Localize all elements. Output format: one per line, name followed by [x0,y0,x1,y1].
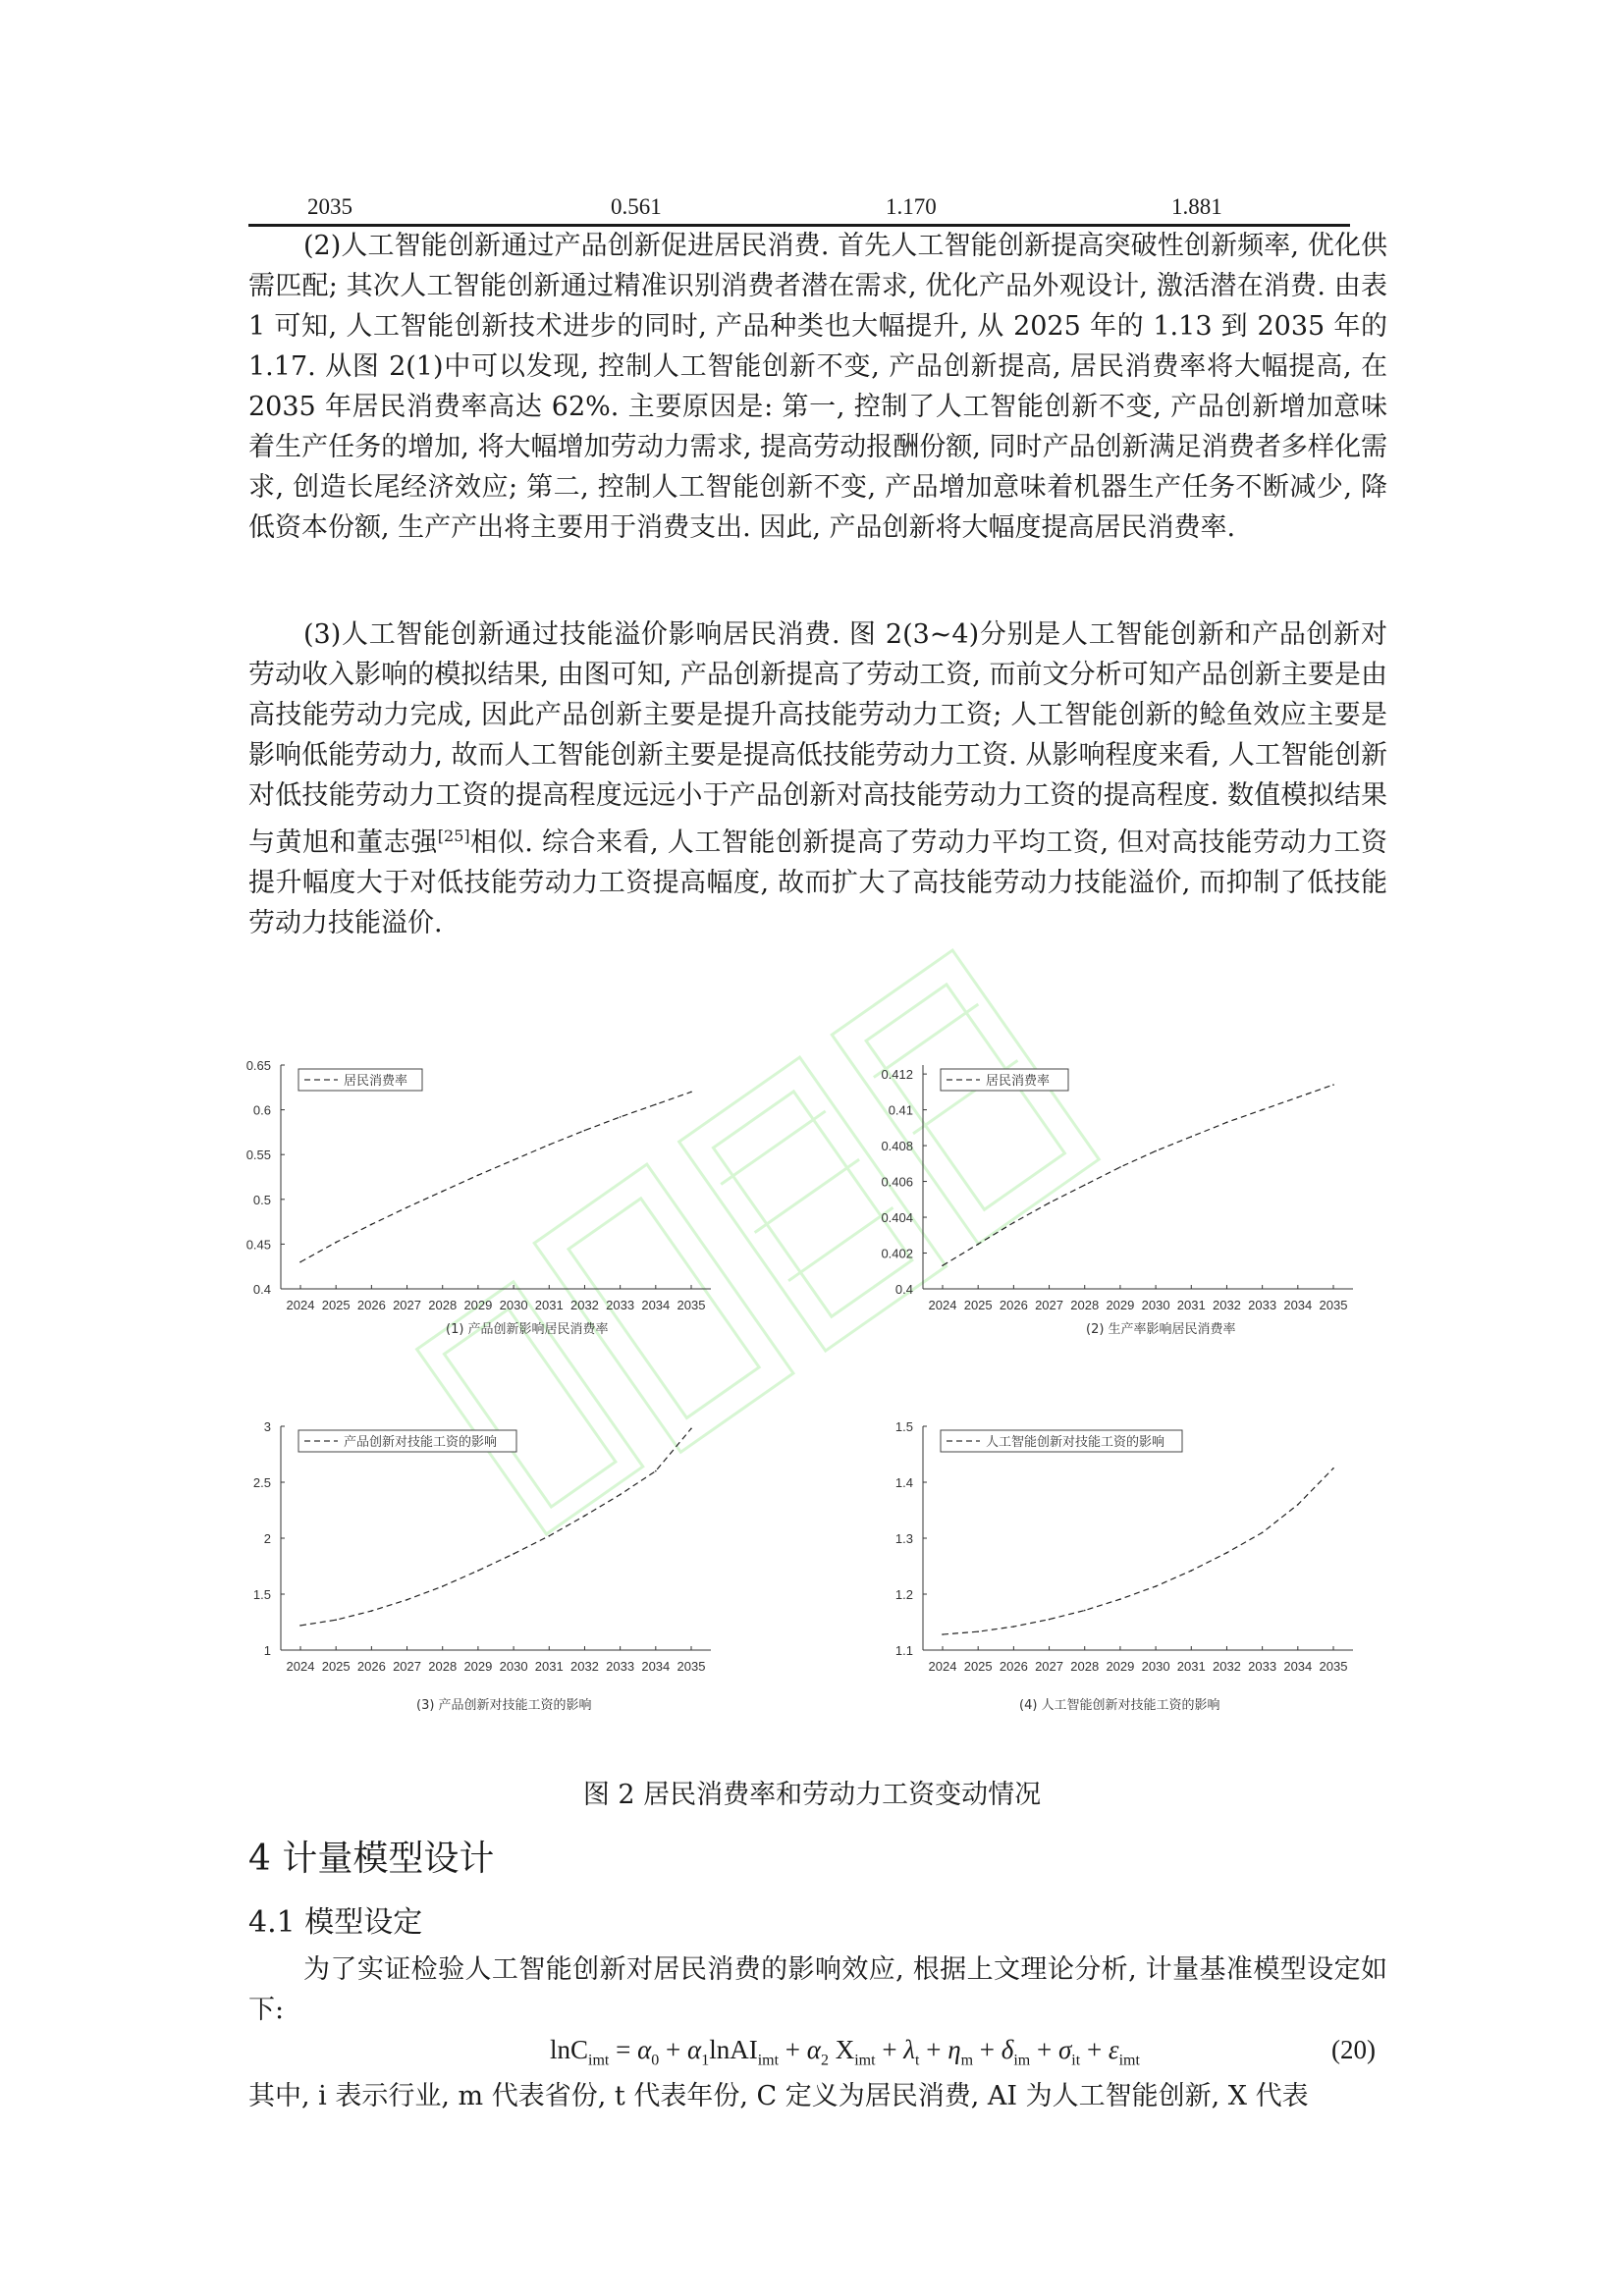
data-point [371,1610,373,1612]
y-tick-label: 0.45 [245,1237,271,1253]
paragraph-text-a: (3)人工智能创新通过技能溢价影响居民消费. 图 2(3~4)分别是人工智能创新和产品创新对劳动收入影响的模拟结果, 由图可知, 产品创新提高了劳动工资, 而前文分析可知产品创新主要是由高技能劳动力完成, 因此产品创新主要是提升高技能劳动力工资; 人工智能创新的鲶鱼效应主要是影响低能劳动力, 故而人工智能创新主要是提高低技能劳动力工资. 从影响程度来看, 人工智能创新对低技能劳动力工资的提高程度远远小于产品创新对高技能劳动力工资的提高程度. 数值模拟结果与黄旭和董志强 [248,619,1387,858]
legend-label: 人工智能创新对技能工资的影响 [986,1435,1165,1450]
x-tick-label: 2031 [534,1659,564,1674]
y-tick-label: 0.404 [881,1210,913,1226]
data-point [1190,1570,1192,1572]
x-tick-label: 2028 [428,1298,458,1312]
x-tick-label: 2029 [1106,1659,1135,1674]
figure-caption: 图 2 居民消费率和劳动力工资变动情况 [582,1780,1042,1810]
data-point [1332,1084,1334,1086]
x-tick-label: 2027 [1035,1298,1064,1312]
data-point [1297,1096,1299,1098]
x-tick-label: 2024 [928,1298,957,1312]
x-tick-label: 2035 [1319,1298,1348,1312]
data-point [1332,1468,1334,1469]
subplot-caption-2: (2) 生产率影响居民消费率 [1086,1322,1236,1337]
data-point [584,1515,586,1517]
series-line [943,1468,1333,1634]
data-point [1155,1150,1157,1152]
paragraph-text: 其中, i 表示行业, m 代表省份, t 代表年份, C 定义为居民消费, AI 为人工智能创新, X 代表 [248,2081,1309,2111]
series-line [300,1092,691,1261]
x-tick-label: 2032 [569,1659,599,1674]
data-point [1226,1552,1228,1554]
table-cell-year: 2035 [307,194,352,219]
data-point [690,1092,692,1094]
y-tick-label: 1.1 [894,1643,913,1658]
y-tick-label: 1.4 [894,1475,913,1490]
x-tick-label: 2024 [928,1659,957,1674]
x-tick-label: 2027 [393,1659,422,1674]
x-tick-label: 2025 [321,1298,351,1312]
data-point [1084,1184,1086,1186]
x-tick-label: 2025 [321,1659,351,1674]
data-point [1226,1122,1228,1124]
x-tick-label: 2035 [677,1298,706,1312]
data-point [477,1174,479,1176]
paragraph-text: (2)人工智能创新通过产品创新促进居民消费. 首先人工智能创新提高突破性创新频率, 优化供需匹配; 其次人工智能创新通过精准识别消费者潜在需求, 优化产品外观设计, 激活潜在消费. 由表 1 可知, 人工智能创新技术进步的同时, 产品种类也大幅提升, 从 2025 年的 1.13 到 2035 年的 1.17. 从图 2(1)中可以发现, 控制人工智能创新不变, 产品创新提高, 居民消费率将大幅提高, 在 2035 年居民消费率高达 62%. 主要原因是: 第一, 控制了人工智能创新不变, 产品创新增加意味着生产任务的增加, 将大幅增加劳动力需求, 提高劳动报酬份额, 同时产品创新满足消费者多样化需求, 创造长尾经济效应; 第二, 控制人工智能创新不变, 产品增加意味着机器生产任务不断减少, 降低资本份额, 生产产出将主要用于消费支出. 因此, 产品创新将大幅度提高居民消费率. [248,231,1387,543]
x-tick-label: 2031 [534,1298,564,1312]
x-tick-label: 2032 [569,1298,599,1312]
data-point [655,1103,657,1105]
x-tick-label: 2025 [963,1298,993,1312]
x-tick-label: 2034 [641,1298,671,1312]
data-point [335,1242,337,1244]
x-tick-label: 2025 [963,1659,993,1674]
data-point [620,1116,622,1118]
x-tick-label: 2026 [356,1298,386,1312]
data-point [1297,1504,1299,1506]
data-point [977,1244,979,1246]
y-tick-label: 2 [263,1531,271,1546]
data-point [299,1625,301,1627]
table-cell-col3: 1.881 [1171,194,1222,219]
x-tick-label: 2031 [1176,1659,1206,1674]
x-tick-label: 2029 [1106,1298,1135,1312]
subplot-caption-1: (1) 产品创新影响居民消费率 [446,1322,609,1337]
x-tick-label: 2027 [393,1298,422,1312]
y-tick-label: 2.5 [252,1475,271,1490]
data-point [690,1427,692,1429]
x-tick-label: 2034 [1283,1298,1313,1312]
x-tick-label: 2035 [1319,1659,1348,1674]
x-tick-label: 2033 [1248,1298,1277,1312]
y-tick-label: 0.6 [252,1102,271,1118]
y-tick-label: 0.402 [881,1246,913,1261]
x-tick-label: 2030 [1141,1298,1170,1312]
x-tick-label: 2026 [999,1298,1028,1312]
data-point [335,1619,337,1621]
x-tick-label: 2028 [1070,1298,1100,1312]
y-tick-label: 1.5 [894,1419,913,1434]
data-point [1190,1136,1192,1138]
series-line [943,1085,1333,1265]
y-tick-label: 0.412 [881,1067,913,1083]
y-tick-label: 0.406 [881,1174,913,1190]
data-point [620,1494,622,1496]
x-tick-label: 2033 [606,1298,635,1312]
legend-label: 居民消费率 [986,1074,1051,1089]
data-point [371,1224,373,1226]
x-tick-label: 2031 [1176,1298,1206,1312]
subplot-caption-4: (4) 人工智能创新对技能工资的影响 [1019,1698,1220,1713]
x-tick-label: 2035 [677,1659,706,1674]
data-point [442,1191,444,1193]
x-tick-label: 2028 [1070,1659,1100,1674]
paragraph-text-b: 相似. 综合来看, 人工智能创新提高了劳动力平均工资, 但对高技能劳动力工资提升幅度大于对低技能劳动力工资提高幅度, 故而扩大了高技能劳动力技能溢价, 而抑制了低技能劳动力技能溢价. [248,828,1387,938]
x-tick-label: 2030 [499,1659,528,1674]
data-point [1155,1585,1157,1587]
data-point [942,1633,944,1635]
table-cell-col2: 1.170 [886,194,937,219]
x-tick-label: 2024 [286,1298,315,1312]
y-tick-label: 0.55 [245,1148,271,1163]
data-point [942,1264,944,1266]
x-tick-label: 2029 [463,1659,493,1674]
x-tick-label: 2029 [463,1298,493,1312]
y-tick-label: 1.5 [252,1587,271,1602]
x-tick-label: 2034 [1283,1659,1313,1674]
y-tick-label: 1 [263,1643,271,1658]
x-tick-label: 2026 [999,1659,1028,1674]
section-title: 4 计量模型设计 [248,1839,495,1879]
subplot-caption-3: (3) 产品创新对技能工资的影响 [416,1698,592,1713]
y-tick-label: 3 [263,1419,271,1434]
y-tick-label: 0.408 [881,1139,913,1154]
data-point [584,1130,586,1132]
x-tick-label: 2033 [1248,1659,1277,1674]
data-point [406,1599,408,1601]
y-tick-label: 0.4 [894,1282,913,1297]
y-tick-label: 0.65 [245,1058,271,1073]
paragraph-variable-definitions [248,2076,1387,2116]
paragraph-model-intro [248,1949,1387,2030]
x-tick-label: 2030 [499,1298,528,1312]
data-point [1049,1619,1051,1621]
data-point [1262,1109,1264,1111]
legend-label: 产品创新对技能工资的影响 [344,1435,498,1450]
data-point [477,1570,479,1572]
data-point [1262,1532,1264,1534]
equation-20: $\ln C_{imt} = \alpha_0$ + $\alpha_1lnAI_{imt} + \alpha_2$ $X_{imt} + \lambda_t + \eta_m + \delta_{im} + \sigma_{it} + \varepsilon_{imt}$ [550,2035,1140,2069]
x-tick-label: 2032 [1212,1659,1241,1674]
x-tick-label: 2030 [1141,1659,1170,1674]
y-tick-label: 1.3 [894,1531,913,1546]
data-point [977,1630,979,1632]
paragraph-text: 为了实证检验人工智能创新对居民消费的影响效应, 根据上文理论分析, 计量基准模型设定如下: [248,1954,1387,2025]
x-tick-label: 2027 [1035,1659,1064,1674]
series-line [300,1428,691,1626]
data-point [548,1144,550,1146]
citation-ref[interactable]: [25] [437,827,470,845]
data-point [1119,1598,1121,1600]
data-point [513,1553,514,1555]
subsection-title: 4.1 模型设定 [248,1905,423,1940]
data-point [1013,1626,1015,1628]
y-tick-label: 1.2 [894,1587,913,1602]
data-point [513,1159,514,1161]
x-tick-label: 2033 [606,1659,635,1674]
data-point [1119,1166,1121,1168]
data-point [1013,1222,1015,1224]
data-point [1049,1202,1051,1204]
table-cell-col1: 0.561 [611,194,662,219]
x-tick-label: 2034 [641,1659,671,1674]
x-tick-label: 2026 [356,1659,386,1674]
y-tick-label: 0.4 [252,1282,271,1297]
data-point [1084,1610,1086,1612]
data-point [442,1585,444,1587]
data-point [406,1206,408,1208]
equation-number: (20) [1331,2035,1376,2064]
data-point [299,1261,301,1263]
data-point [548,1535,550,1537]
x-tick-label: 2032 [1212,1298,1241,1312]
y-tick-label: 0.5 [252,1192,271,1207]
y-tick-label: 0.41 [888,1102,913,1118]
data-point [655,1470,657,1472]
x-tick-label: 2024 [286,1659,315,1674]
legend-label: 居民消费率 [344,1074,408,1089]
x-tick-label: 2028 [428,1659,458,1674]
